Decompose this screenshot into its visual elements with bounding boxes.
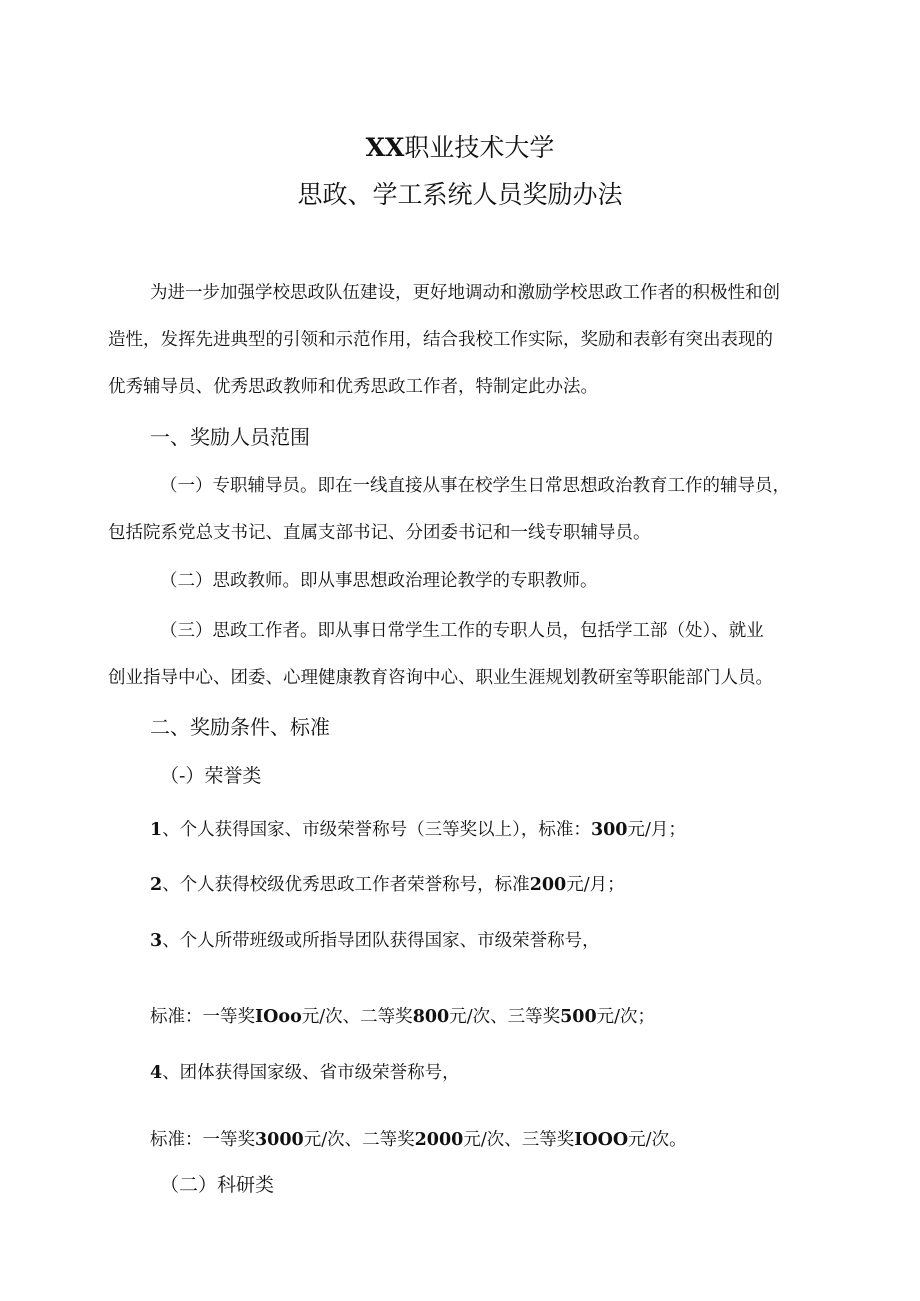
rule-1 (150, 816, 686, 841)
rule-4-std-c: 元/次、三等奖 (463, 1130, 575, 1150)
rule-3-text: 、个人所带班级或所指导团队获得国家、市级荣誉称号， (162, 931, 600, 951)
title-school: 职业技术大学 (404, 133, 555, 162)
rule-4-text: 、团体获得国家级、省市级荣誉称号， (162, 1063, 460, 1083)
rule-4-std-d: 元/次。 (628, 1130, 687, 1150)
rule-2-text: 、个人获得校级优秀思政工作者荣誉称号，标准 (162, 875, 530, 895)
rule-4-number: 4 (150, 1063, 163, 1083)
rule-1-amount: 300 (590, 820, 628, 840)
rule-1-number: 1 (150, 820, 163, 840)
rule-4-std-b: 元/次、二等奖 (303, 1130, 415, 1150)
rule-2 (150, 871, 625, 896)
rule-3 (150, 927, 600, 952)
rule-4-std-v1: 3000 (255, 1130, 304, 1150)
section1-item3-line1: （三）思政工作者。即从事日常学生工作的专职人员，包括学工部（处）、就业 (160, 621, 764, 641)
intro-line-3: 优秀辅导员、优秀思政教师和优秀思政工作者，特制定此办法。 (108, 377, 598, 397)
section1-item1-line2: 包括院系党总支书记、直属支部书记、分团委书记和一线专职辅导员。 (108, 523, 651, 543)
section2-sub1: （-）荣誉类 (160, 765, 262, 787)
rule-2-unit: 元/月； (566, 875, 625, 895)
section1-item2: （二）思政教师。即从事思想政治理论教学的专职教师。 (160, 571, 598, 591)
section2-sub2: （二）科研类 (160, 1174, 275, 1196)
rule-4-std-v2: 2000 (414, 1130, 464, 1150)
rule-1-text: 、个人获得国家、市级荣誉称号（三等奖以上），标准： (162, 820, 591, 840)
rule-2-number: 2 (150, 875, 163, 895)
rule-4-std-v3: IOOO (574, 1130, 629, 1150)
intro-line-1: 为进一步加强学校思政队伍建设，更好地调动和激励学校思政工作者的积极性和创 (150, 283, 780, 303)
rule-3-std-d: 元/次； (596, 1007, 656, 1027)
rule-3-std-c: 元/次、三等奖 (449, 1007, 561, 1027)
intro-line-2: 造性，发挥先进典型的引领和示范作用，结合我校工作实际，奖励和表彰有突出表现的 (108, 330, 773, 350)
rule-3-std-a: 标准：一等奖 (150, 1007, 255, 1027)
document-subtitle: 思政、学工系统人员奖励办法 (297, 180, 623, 209)
rule-4-standard (150, 1126, 687, 1151)
rule-3-standard (150, 1003, 655, 1028)
section1-item1-line1: （一）专职辅导员。即在一线直接从事在校学生日常思想政治教育工作的辅导员， (160, 476, 790, 496)
rule-3-std-v3: 500 (560, 1007, 597, 1027)
section2-heading: 二、奖励条件、标准 (150, 715, 330, 739)
title-prefix: XX (365, 133, 405, 162)
rule-3-std-v2: 800 (412, 1007, 450, 1027)
section1-heading: 一、奖励人员范围 (150, 425, 310, 449)
section1-item3-line2: 创业指导中心、团委、心理健康教育咨询中心、职业生涯规划教研室等职能部门人员。 (108, 668, 773, 688)
rule-3-std-b: 元/次、二等奖 (301, 1007, 413, 1027)
rule-1-unit: 元/月； (627, 820, 686, 840)
rule-4-std-a: 标准：一等奖 (150, 1130, 255, 1150)
rule-2-amount: 200 (529, 875, 567, 895)
document-title (0, 128, 920, 164)
rule-4 (150, 1059, 460, 1084)
rule-3-number: 3 (150, 931, 163, 951)
rule-3-std-v1: IOoo (255, 1007, 302, 1027)
